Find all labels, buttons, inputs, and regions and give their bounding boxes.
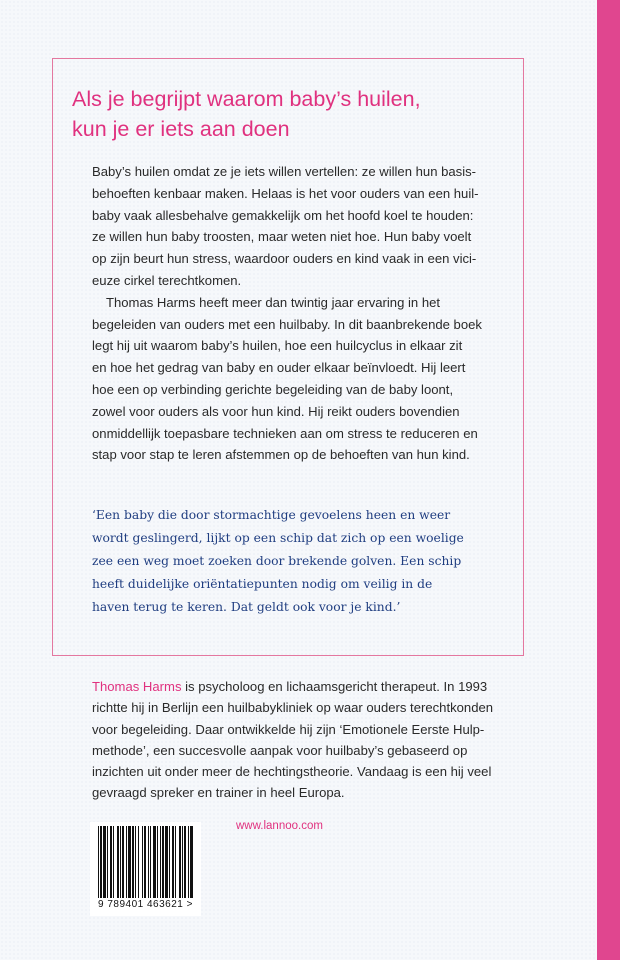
quote-line: ‘Een baby die door stormachtige gevoelens heen en weer <box>92 508 451 522</box>
barcode-bar <box>113 826 114 898</box>
barcode-bar <box>160 826 161 898</box>
body-line: zowel voor ouders als voor hun kind. Hij reikt ouders bovendien <box>92 403 460 419</box>
bio-line: gevraagd spreker en trainer in heel Europa. <box>92 785 345 801</box>
bio-line-rest: is psycholoog en lichaamsgericht therapeut. In 1993 <box>181 679 488 694</box>
barcode-bar <box>175 826 176 898</box>
body-line: op zijn beurt hun stress, waardoor ouders en kind vaak in een vici- <box>92 251 477 267</box>
headline <box>72 84 512 144</box>
bio-line: voor begeleiding. Daar ontwikkelde hij zijn ‘Emotionele Eerste Hulp- <box>92 721 485 737</box>
headline-line: Als je begrijpt waarom baby’s huilen, <box>72 87 421 111</box>
barcode-bar <box>188 826 189 898</box>
barcode-bar <box>110 826 112 898</box>
blurb-body <box>92 161 504 466</box>
quote-line: zee een weg moet zoeken door brekende golven. Een schip <box>92 554 462 568</box>
pull-quote <box>92 504 512 619</box>
barcode-bar <box>169 826 170 898</box>
barcode-bar <box>142 826 143 898</box>
barcode-bar <box>128 826 131 898</box>
quote-line: heeft duidelijke oriëntatiepunten nodig om veilig in de <box>92 577 433 591</box>
barcode-bar <box>120 826 121 898</box>
barcode-bar <box>135 826 136 898</box>
body-line: onmiddellijk toepasbare technieken aan om stress te reduceren en <box>92 425 478 441</box>
barcode-bar <box>172 826 174 898</box>
body-line: begeleiden van ouders met een huilbaby. In dit baanbrekende boek <box>92 316 482 332</box>
barcode-bar <box>182 826 183 898</box>
author-bio <box>92 676 504 804</box>
bio-line: methode’, een succesvolle aanpak voor huilbaby’s gebaseerd op <box>92 742 468 758</box>
barcode-bar <box>100 826 102 898</box>
barcode-bar <box>150 826 151 898</box>
body-line: hoe een op verbinding gerichte begeleiding van de baby loont, <box>92 381 454 397</box>
barcode-bars <box>98 826 193 898</box>
barcode-bar <box>103 826 106 898</box>
barcode-bar <box>98 826 99 898</box>
body-line: stap voor stap te leren afstemmen op de behoeften van hun kind. <box>92 447 470 463</box>
publisher-url[interactable]: www.lannoo.com <box>236 820 323 832</box>
barcode-bar <box>132 826 134 898</box>
barcode-bar <box>126 826 127 898</box>
barcode-bar <box>107 826 108 898</box>
body-line: legt hij uit waarom baby’s huilen, hoe een huilcyclus in elkaar zit <box>92 338 463 354</box>
body-line: en hoe het gedrag van baby en ouder elkaar beïnvloedt. Hij leert <box>92 360 466 376</box>
barcode-bar <box>157 826 158 898</box>
body-line: behoeften kenbaar maken. Helaas is het voor ouders van een huil- <box>92 185 479 201</box>
quote-line: wordt geslingerd, lijkt op een schip dat zich op een woelige <box>92 531 464 545</box>
barcode-bar <box>162 826 164 898</box>
bio-line: richtte hij in Berlijn een huilbabykliniek op waar ouders terechtkonden <box>92 700 494 716</box>
body-line: euze cirkel terechtkomen. <box>92 272 242 288</box>
isbn-barcode <box>90 822 201 916</box>
quote-line: haven terug te keren. Dat geldt ook voor je kind.’ <box>92 600 401 614</box>
barcode-bar <box>153 826 156 898</box>
barcode-bar <box>179 826 181 898</box>
barcode-bar <box>148 826 149 898</box>
headline-line: kun je er iets aan doen <box>72 117 290 141</box>
barcode-bar <box>144 826 146 898</box>
bio-line: inzichten uit onder meer de hechtingstheorie. Vandaag is een hij veel <box>92 764 492 780</box>
isbn-number: 9 789401 463621 > <box>98 899 193 910</box>
body-line: baby vaak allesbehalve gemakkelijk om het hoofd koel te houden: <box>92 207 474 223</box>
barcode-bar <box>138 826 139 898</box>
barcode-bar <box>122 826 124 898</box>
book-spine <box>597 0 620 960</box>
body-line: Baby’s huilen omdat ze je iets willen vertellen: ze willen hun basis- <box>92 164 477 179</box>
barcode-bar <box>190 826 193 898</box>
body-line: ze willen hun baby troosten, maar weten niet hoe. Hun baby voelt <box>92 229 472 245</box>
author-name: Thomas Harms <box>92 679 182 694</box>
body-line: Thomas Harms heeft meer dan twintig jaar ervaring in het <box>106 294 441 310</box>
barcode-bar <box>117 826 119 898</box>
barcode-bar <box>165 826 168 898</box>
barcode-bar <box>184 826 186 898</box>
bio-line <box>92 676 504 697</box>
